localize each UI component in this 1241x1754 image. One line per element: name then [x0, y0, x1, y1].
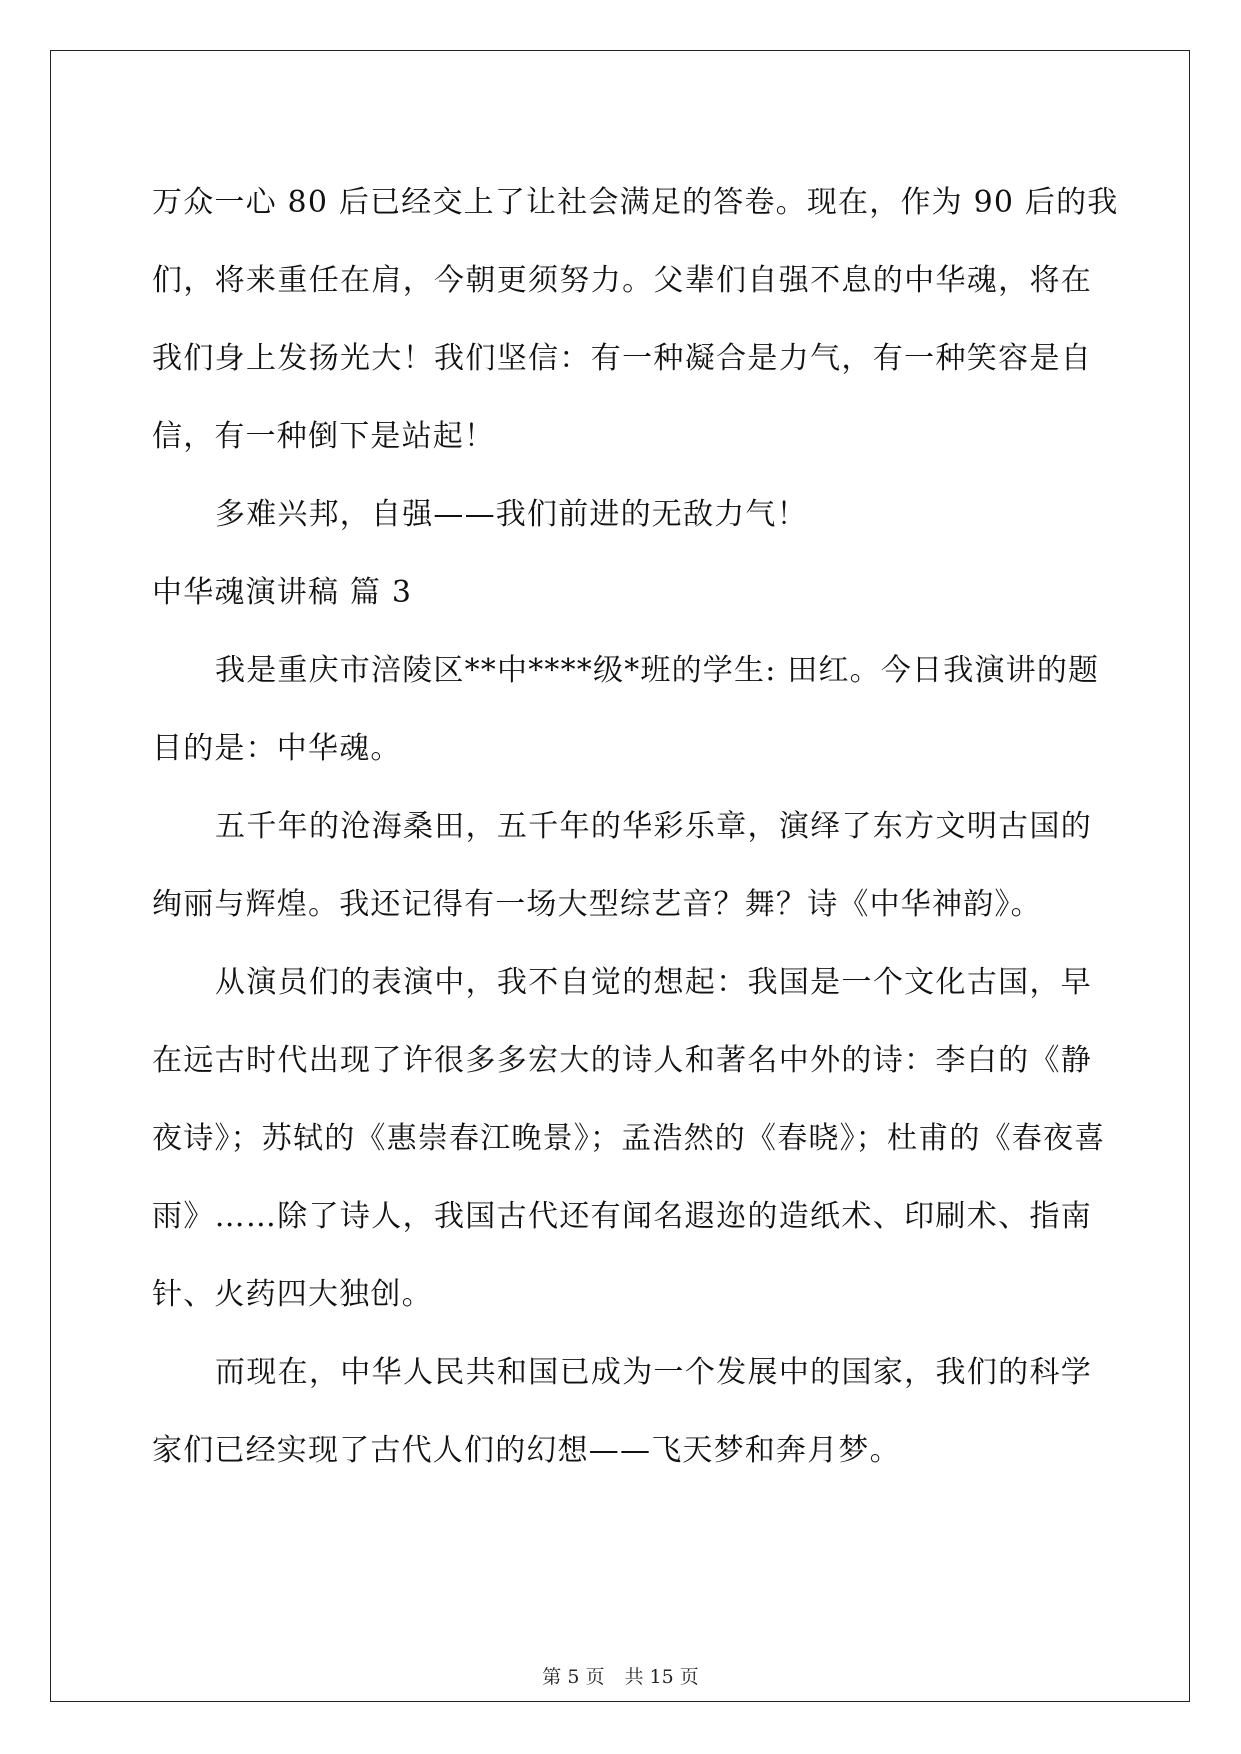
page-total: 共 15 页: [624, 1666, 699, 1688]
paragraph-line: 多难兴邦，自强——我们前进的无敌力气！: [215, 497, 808, 532]
paragraph-line: 从演员们的表演中，我不自觉的想起：我国是一个文化古国，早: [215, 965, 1092, 1000]
paragraph-line: 们，将来重任在肩，今朝更须努力。父辈们自强不息的中华魂，将在: [152, 263, 1092, 298]
page-number: 第 5 页: [542, 1666, 605, 1688]
paragraph-line: 绚丽与辉煌。我还记得有一场大型综艺音？舞？诗《中华神韵》。: [152, 887, 1042, 922]
section-heading: 中华魂演讲稿 篇 3: [152, 575, 413, 610]
paragraph-line: 而现在，中华人民共和国已成为一个发展中的国家，我们的科学: [215, 1355, 1092, 1390]
paragraph-line: 我们身上发扬光大！我们坚信：有一种凝合是力气，有一种笑容是自: [152, 341, 1092, 376]
paragraph-line: 家们已经实现了古代人们的幻想——飞天梦和奔月梦。: [152, 1433, 901, 1468]
paragraph-line: 信，有一种倒下是站起！: [152, 419, 496, 454]
document-body: [152, 164, 1119, 1490]
paragraph-line: 针、火药四大独创。: [152, 1277, 433, 1312]
paragraph-line: 万众一心 80 后已经交上了让社会满足的答卷。现在，作为 90 后的我: [152, 185, 1119, 220]
page-footer: [0, 1662, 1241, 1689]
paragraph-line: 夜诗》；苏轼的《惠崇春江晚景》；孟浩然的《春晓》；杜甫的《春夜喜: [152, 1121, 1106, 1156]
paragraph-line: 雨》……除了诗人，我国古代还有闻名遐迩的造纸术、印刷术、指南: [152, 1199, 1092, 1234]
paragraph-line: 我是重庆市涪陵区**中****级*班的学生: 田红。今日我演讲的题: [215, 653, 1100, 688]
paragraph-line: 五千年的沧海桑田，五千年的华彩乐章，演绎了东方文明古国的: [215, 809, 1092, 844]
paragraph-line: 目的是：中华魂。: [152, 731, 402, 766]
paragraph-line: 在远古时代出现了许很多多宏大的诗人和著名中外的诗：李白的《静: [152, 1043, 1092, 1078]
